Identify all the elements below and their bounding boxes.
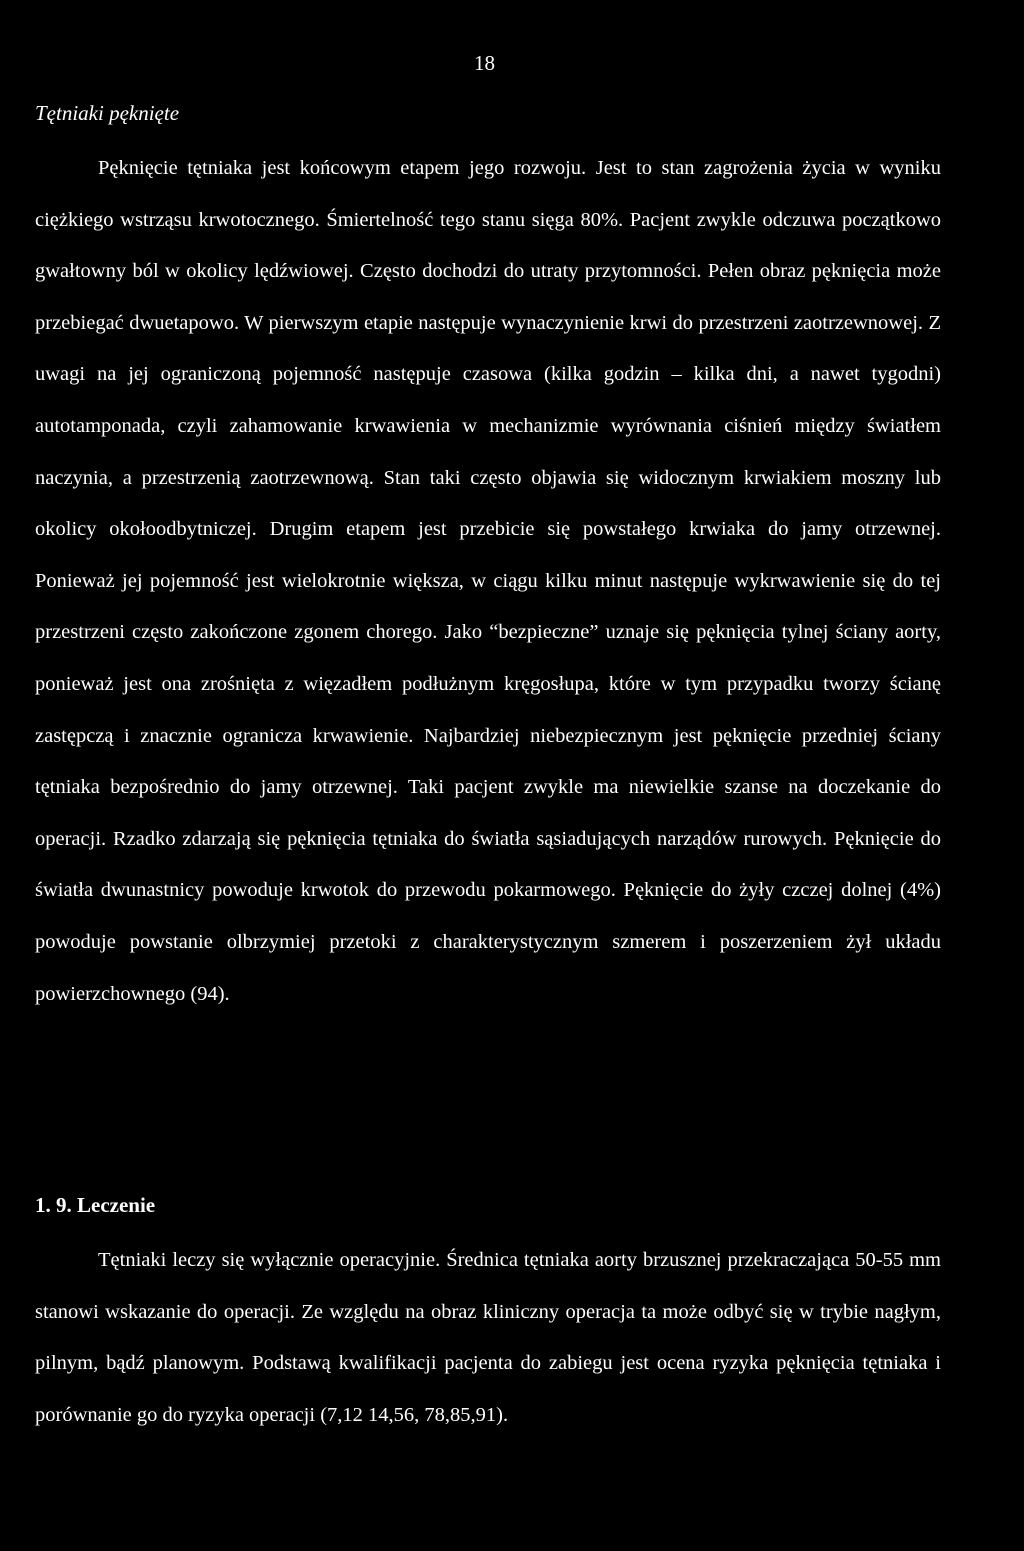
- page-number: 18: [474, 51, 495, 75]
- section-heading-ruptured-aneurysms: Tętniaki pęknięte: [35, 101, 180, 125]
- paragraph-treatment: Tętniaki leczy się wyłącznie operacyjnie. Średnica tętniaka aorty brzusznej przekraczająca 50-55 mm stanowi wskazanie do operacji. Ze względu na obraz kliniczny operacja ta może odbyć się w trybie nagłym, pilnym, bądź planowym. Podstawą kwalifikacji pacjenta do zabiegu jest ocena ryzyka pęknięcia tętniaka i porównanie go do ryzyka operacji (7,12 14,56, 78,85,91).: [35, 1249, 941, 1426]
- paragraph-ruptured-aneurysms: Pęknięcie tętniaka jest końcowym etapem jego rozwoju. Jest to stan zagrożenia życia w wyniku ciężkiego wstrząsu krwotocznego. Śmiertelność tego stanu sięga 80%. Pacjent zwykle odczuwa początkowo gwałtowny ból w okolicy lędźwiowej. Często dochodzi do utraty przytomności. Pełen obraz pęknięcia może przebiegać dwuetapowo. W pierwszym etapie następuje wynaczynienie krwi do przestrzeni zaotrzewnowej. Z uwagi na jej ograniczoną pojemność następuje czasowa (kilka godzin – kilka dni, a nawet tygodni) autotamponada, czyli zahamowanie krwawienia w mechanizmie wyrównania ciśnień między światłem naczynia, a przestrzenią zaotrzewnową. Stan taki często objawia się widocznym krwiakiem moszny lub okolicy okołoodbytniczej. Drugim etapem jest przebicie się powstałego krwiaka do jamy otrzewnej. Ponieważ jej pojemność jest wielokrotnie większa, w ciągu kilku minut następuje wykrwawienie się do tej przestrzeni często zakończone zgonem chorego. Jako “bezpieczne” uznaje się pęknięcia tylnej ściany aorty, ponieważ jest ona zrośnięta z więzadłem podłużnym kręgosłupa, które w tym przypadku tworzy ścianę zastępczą i znacznie ogranicza krwawienie. Najbardziej niebezpiecznym jest pęknięcie przedniej ściany tętniaka bezpośrednio do jamy otrzewnej. Taki pacjent zwykle ma niewielkie szanse na doczekanie do operacji. Rzadko zdarzają się pęknięcia tętniaka do światła sąsiadujących narządów rurowych. Pęknięcie do światła dwunastnicy powoduje krwotok do przewodu pokarmowego. Pęknięcie do żyły czczej dolnej (4%) powoduje powstanie olbrzymiej przetoki z charakterystycznym szmerem i poszerzeniem żył układu powierzchownego (94).: [35, 157, 941, 1005]
- section-heading-treatment: 1. 9. Leczenie: [35, 1193, 156, 1217]
